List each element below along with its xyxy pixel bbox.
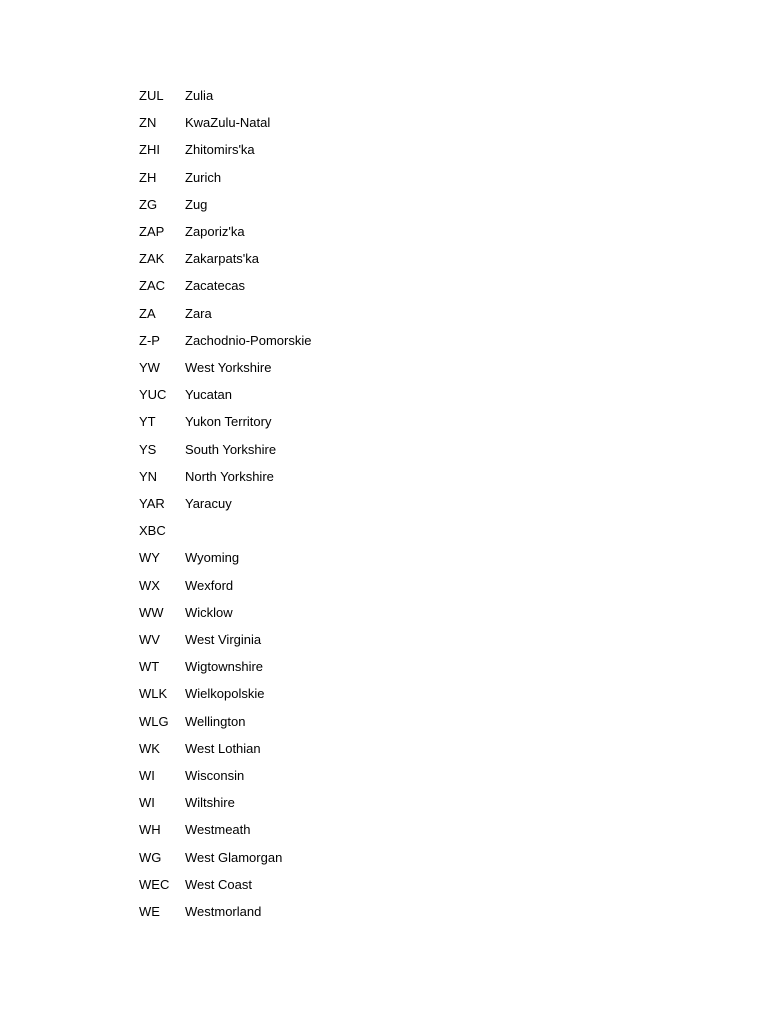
table-row	[139, 245, 485, 272]
region-name-cell: Zara	[185, 305, 212, 321]
region-code-cell: ZHI	[139, 142, 160, 158]
region-code-cell: WEC	[139, 876, 170, 892]
region-code-cell: YAR	[139, 496, 165, 512]
table-row	[139, 762, 485, 789]
table-row	[139, 191, 485, 218]
region-name-cell: Zurich	[185, 169, 222, 185]
region-name-cell: Yukon Territory	[185, 414, 272, 430]
region-code-cell: WI	[139, 795, 155, 811]
table-row	[139, 572, 485, 599]
region-code-cell: WH	[139, 822, 161, 838]
region-code-cell: ZUL	[139, 88, 164, 103]
region-code-cell: WG	[139, 849, 162, 865]
table-row	[139, 708, 485, 735]
region-name-cell: Yucatan	[185, 387, 232, 403]
region-name-cell: Zaporiz'ka	[185, 224, 245, 240]
region-name-cell: Zachodnio-Pomorskie	[185, 332, 312, 348]
region-name-cell: Zhitomirs'ka	[185, 142, 255, 158]
region-name-cell: West Glamorgan	[185, 849, 283, 865]
region-table-body	[139, 82, 485, 925]
table-row	[139, 680, 485, 707]
region-code-cell: YN	[139, 468, 158, 484]
region-code-cell: WLK	[139, 686, 168, 702]
table-row	[139, 463, 485, 490]
region-code-cell: YS	[139, 441, 157, 457]
region-code-cell: WLG	[139, 713, 169, 729]
region-name-cell: Zakarpats'ka	[185, 251, 260, 267]
table-row	[139, 599, 485, 626]
table-row	[139, 653, 485, 680]
region-code-cell: YT	[139, 414, 156, 430]
region-name-cell: Wiltshire	[185, 795, 235, 811]
region-name-cell: Yaracuy	[185, 496, 232, 512]
region-name-cell: Wigtownshire	[185, 659, 264, 675]
table-row	[139, 789, 485, 816]
region-name-cell: West Virginia	[185, 632, 262, 648]
table-row	[139, 109, 485, 136]
region-code-cell: YW	[139, 360, 160, 376]
region-code-cell: WY	[139, 550, 160, 566]
table-row	[139, 136, 485, 163]
region-name-cell: South Yorkshire	[185, 441, 277, 457]
table-row	[139, 381, 485, 408]
table-row	[139, 544, 485, 571]
table-row	[139, 218, 485, 245]
region-code-cell: ZA	[139, 305, 156, 321]
region-name-cell: Wyoming	[185, 550, 240, 566]
table-row	[139, 735, 485, 762]
region-code-cell: WV	[139, 632, 160, 648]
table-row	[139, 164, 485, 191]
region-name-cell: Westmorland	[185, 904, 262, 920]
region-name-cell: Westmeath	[185, 822, 251, 838]
region-name-cell: KwaZulu-Natal	[185, 115, 271, 131]
region-name-cell: Zug	[185, 196, 208, 212]
region-name-cell: Zulia	[185, 88, 214, 103]
region-name-cell: West Coast	[185, 876, 252, 892]
region-code-cell: WK	[139, 740, 160, 756]
region-code-cell: WT	[139, 659, 160, 675]
region-code-cell: XBC	[139, 523, 166, 539]
table-row	[139, 408, 485, 435]
table-row	[139, 871, 485, 898]
table-row	[139, 816, 485, 843]
region-code-cell: ZG	[139, 196, 158, 212]
table-row	[139, 490, 485, 517]
table-row	[139, 626, 485, 653]
region-code-table	[139, 82, 485, 925]
region-name-cell: North Yorkshire	[185, 468, 274, 484]
table-row	[139, 272, 485, 299]
table-row	[139, 300, 485, 327]
table-row	[139, 898, 485, 925]
region-code-cell: WE	[139, 904, 160, 920]
region-name-cell: Wisconsin	[185, 768, 245, 784]
region-code-cell: ZH	[139, 169, 157, 185]
region-name-cell: Wicklow	[185, 604, 233, 620]
table-row	[139, 436, 485, 463]
region-code-cell: WI	[139, 768, 155, 784]
table-row	[139, 82, 485, 109]
table-row	[139, 354, 485, 381]
region-name-cell: Wexford	[185, 577, 234, 593]
region-code-cell: Z-P	[139, 332, 160, 348]
region-code-cell: ZAP	[139, 224, 165, 240]
table-row	[139, 844, 485, 871]
region-name-cell: Wellington	[185, 713, 246, 729]
region-name-cell: Zacatecas	[185, 278, 245, 294]
region-code-cell: WX	[139, 577, 160, 593]
region-code-cell: ZAK	[139, 251, 165, 267]
region-name-cell: West Yorkshire	[185, 360, 272, 376]
region-name-cell	[185, 517, 485, 544]
region-code-cell: ZAC	[139, 278, 165, 294]
region-code-cell: WW	[139, 604, 164, 620]
table-row	[139, 327, 485, 354]
region-code-cell: ZN	[139, 115, 157, 131]
region-name-cell: Wielkopolskie	[185, 686, 265, 702]
region-code-cell: YUC	[139, 387, 167, 403]
table-row	[139, 517, 485, 544]
region-name-cell: West Lothian	[185, 740, 261, 756]
